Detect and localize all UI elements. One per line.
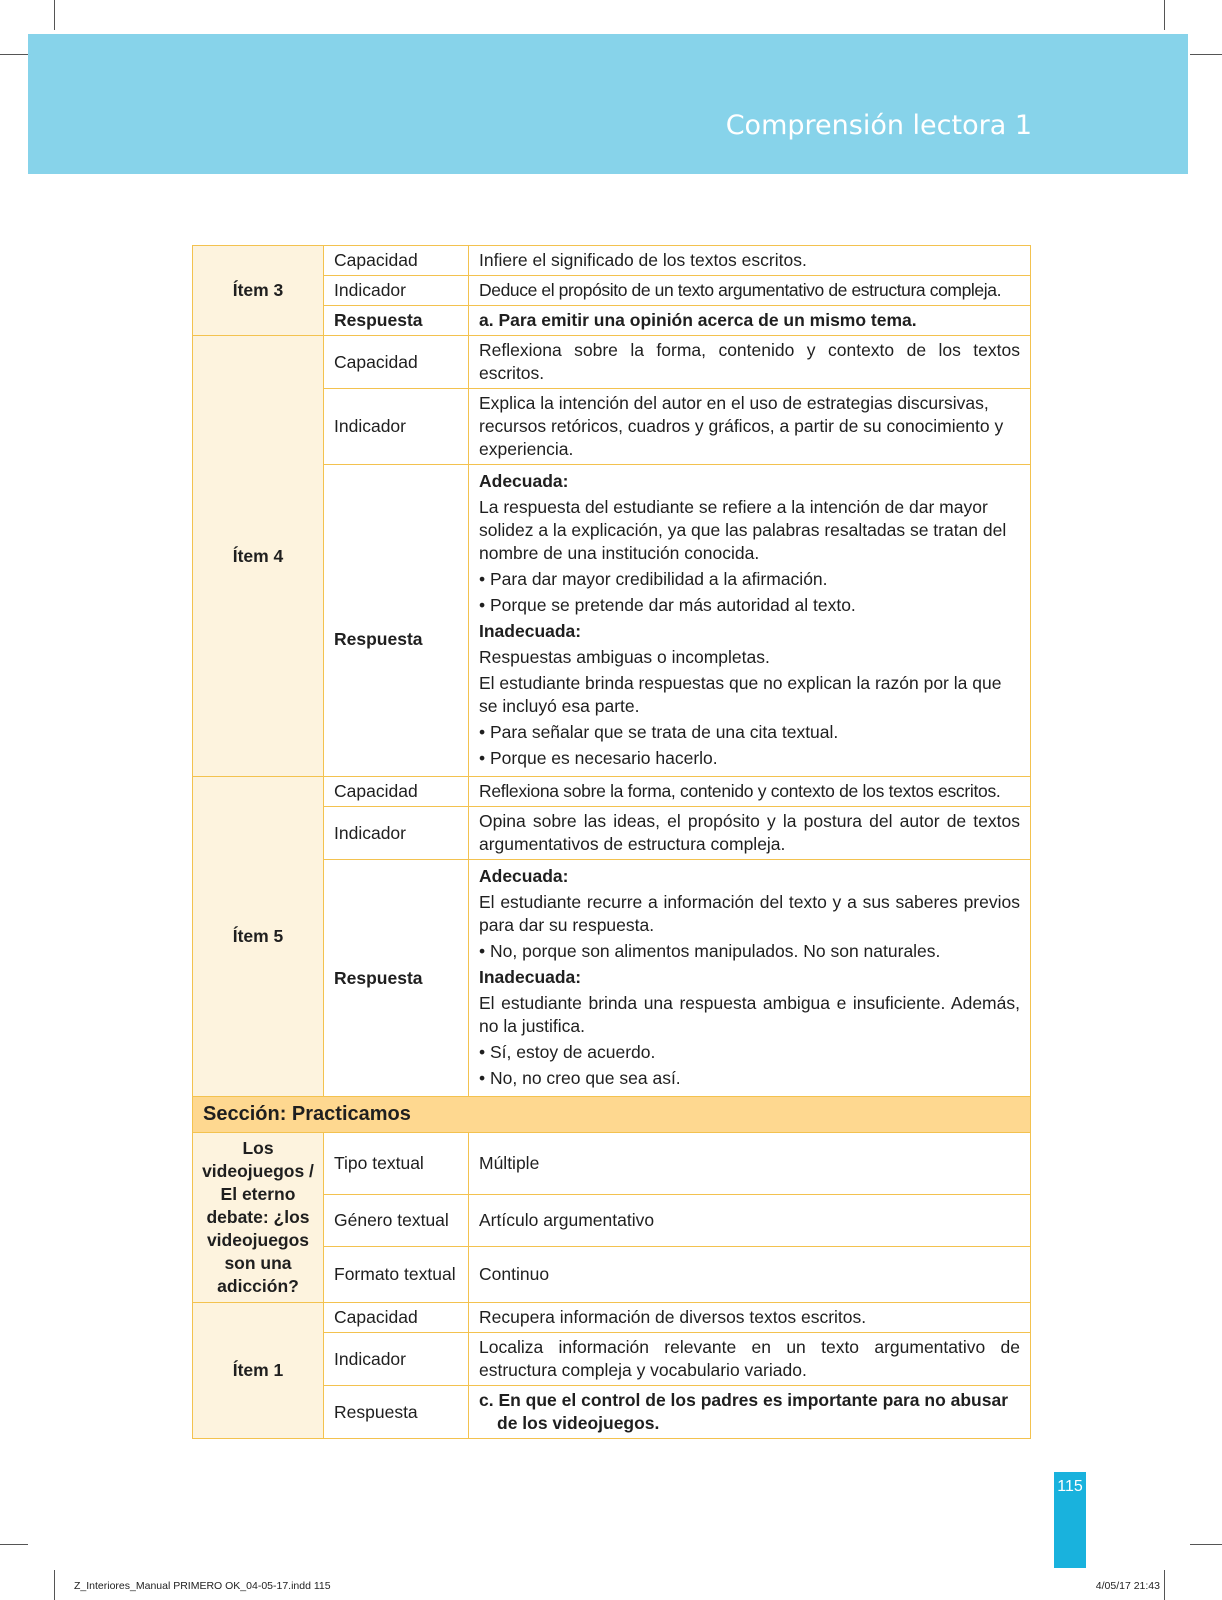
page-header-title: Comprensión lectora 1 (725, 110, 1032, 141)
row-label: Capacidad (324, 336, 469, 389)
row-label: Indicador (324, 276, 469, 306)
crop-mark (1164, 1570, 1165, 1600)
row-text: Deduce el propósito de un texto argumentativo de estructura compleja. (469, 276, 1031, 306)
item-label: Ítem 4 (193, 336, 324, 777)
adequate-bullet: • Para dar mayor credibilidad a la afirmación. (479, 568, 1020, 591)
row-text: Múltiple (469, 1133, 1031, 1195)
row-text: Infiere el significado de los textos escritos. (469, 246, 1031, 276)
adequate-heading: Adecuada: (479, 866, 569, 886)
row-label: Respuesta (324, 1386, 469, 1439)
adequate-text: La respuesta del estudiante se refiere a la intención de dar mayor solidez a la explicación, ya que las palabras resaltadas se tratan del nombre de una institución conocida. (479, 497, 1007, 563)
inadequate-text: El estudiante brinda una respuesta ambigua e insuficiente. Además, no la justifica. (479, 993, 1020, 1036)
answer-text-inner: c. En que el control de los padres es importante para no abusar de los videojuegos. (479, 1390, 1009, 1433)
table-row (193, 777, 1031, 807)
row-label: Respuesta (324, 465, 469, 777)
footer-filename: Z_Interiores_Manual PRIMERO OK_04-05-17.indd 115 (74, 1580, 331, 1592)
reading-title: Los videojuegos / El eterno debate: ¿los videojuegos son una adicción? (193, 1133, 324, 1303)
row-label: Capacidad (324, 777, 469, 807)
answer-text (469, 1386, 1031, 1439)
item-label: Ítem 3 (193, 246, 324, 336)
inadequate-bullet: • Sí, estoy de acuerdo. (479, 1041, 1020, 1064)
crop-mark (0, 1544, 28, 1545)
row-label: Capacidad (324, 246, 469, 276)
inadequate-text: El estudiante brinda respuestas que no explican la razón por la que se incluyó esa parte. (479, 673, 1002, 716)
item-label: Ítem 1 (193, 1303, 324, 1439)
row-label: Indicador (324, 389, 469, 465)
footer-date: 4/05/17 21:43 (1095, 1580, 1160, 1592)
inadequate-text: Respuestas ambiguas o incompletas. (479, 647, 770, 667)
adequate-bullet: • Porque se pretende dar más autoridad al texto. (479, 594, 1020, 617)
row-label: Género textual (324, 1195, 469, 1247)
crop-mark (54, 0, 55, 30)
answer-block (469, 465, 1031, 777)
crop-mark (1190, 1544, 1222, 1545)
row-text: Localiza información relevante en un texto argumentativo de estructura compleja y vocabulario variado. (469, 1333, 1031, 1386)
adequate-text: El estudiante recurre a información del texto y a sus saberes previos para dar su respuesta. (479, 892, 1020, 935)
item-label: Ítem 5 (193, 777, 324, 1097)
row-label: Formato textual (324, 1247, 469, 1303)
adequate-bullet: • No, porque son alimentos manipulados. No son naturales. (479, 940, 1020, 963)
inadequate-bullet: • Para señalar que se trata de una cita textual. (479, 721, 1020, 744)
row-text: Reflexiona sobre la forma, contenido y contexto de los textos escritos. (469, 336, 1031, 389)
row-text: Artículo argumentativo (469, 1195, 1031, 1247)
inadequate-heading: Inadecuada: (479, 621, 582, 641)
section-title: Sección: Practicamos (193, 1097, 1031, 1133)
row-text: Reflexiona sobre la forma, contenido y contexto de los textos escritos. (469, 777, 1031, 807)
row-text: Opina sobre las ideas, el propósito y la postura del autor de textos argumentativos de estructura compleja. (469, 807, 1031, 860)
row-label: Respuesta (324, 860, 469, 1097)
row-text: Continuo (469, 1247, 1031, 1303)
table-row (193, 336, 1031, 389)
row-label: Capacidad (324, 1303, 469, 1333)
crop-mark (0, 54, 28, 55)
section-row (193, 1097, 1031, 1133)
crop-mark (1164, 0, 1165, 30)
table-row (193, 246, 1031, 276)
inadequate-heading: Inadecuada: (479, 967, 582, 987)
answer-block (469, 860, 1031, 1097)
inadequate-bullet: • No, no creo que sea así. (479, 1067, 1020, 1090)
adequate-heading: Adecuada: (479, 471, 569, 491)
row-text: Recupera información de diversos textos escritos. (469, 1303, 1031, 1333)
inadequate-bullet: • Porque es necesario hacerlo. (479, 747, 1020, 770)
answer-text: a. Para emitir una opinión acerca de un mismo tema. (469, 306, 1031, 336)
crop-mark (54, 1570, 55, 1600)
row-label: Indicador (324, 807, 469, 860)
table-row (193, 1133, 1031, 1195)
header-band (28, 34, 1188, 174)
row-text: Explica la intención del autor en el uso de estrategias discursivas, recursos retóricos, cuadros y gráficos, a partir de su conocimiento y experiencia. (469, 389, 1031, 465)
assessment-table (192, 245, 1031, 1439)
table-row (193, 1303, 1031, 1333)
row-label: Tipo textual (324, 1133, 469, 1195)
page-number: 115 (1057, 1478, 1083, 1495)
row-label: Indicador (324, 1333, 469, 1386)
row-label: Respuesta (324, 306, 469, 336)
crop-mark (1190, 54, 1222, 55)
